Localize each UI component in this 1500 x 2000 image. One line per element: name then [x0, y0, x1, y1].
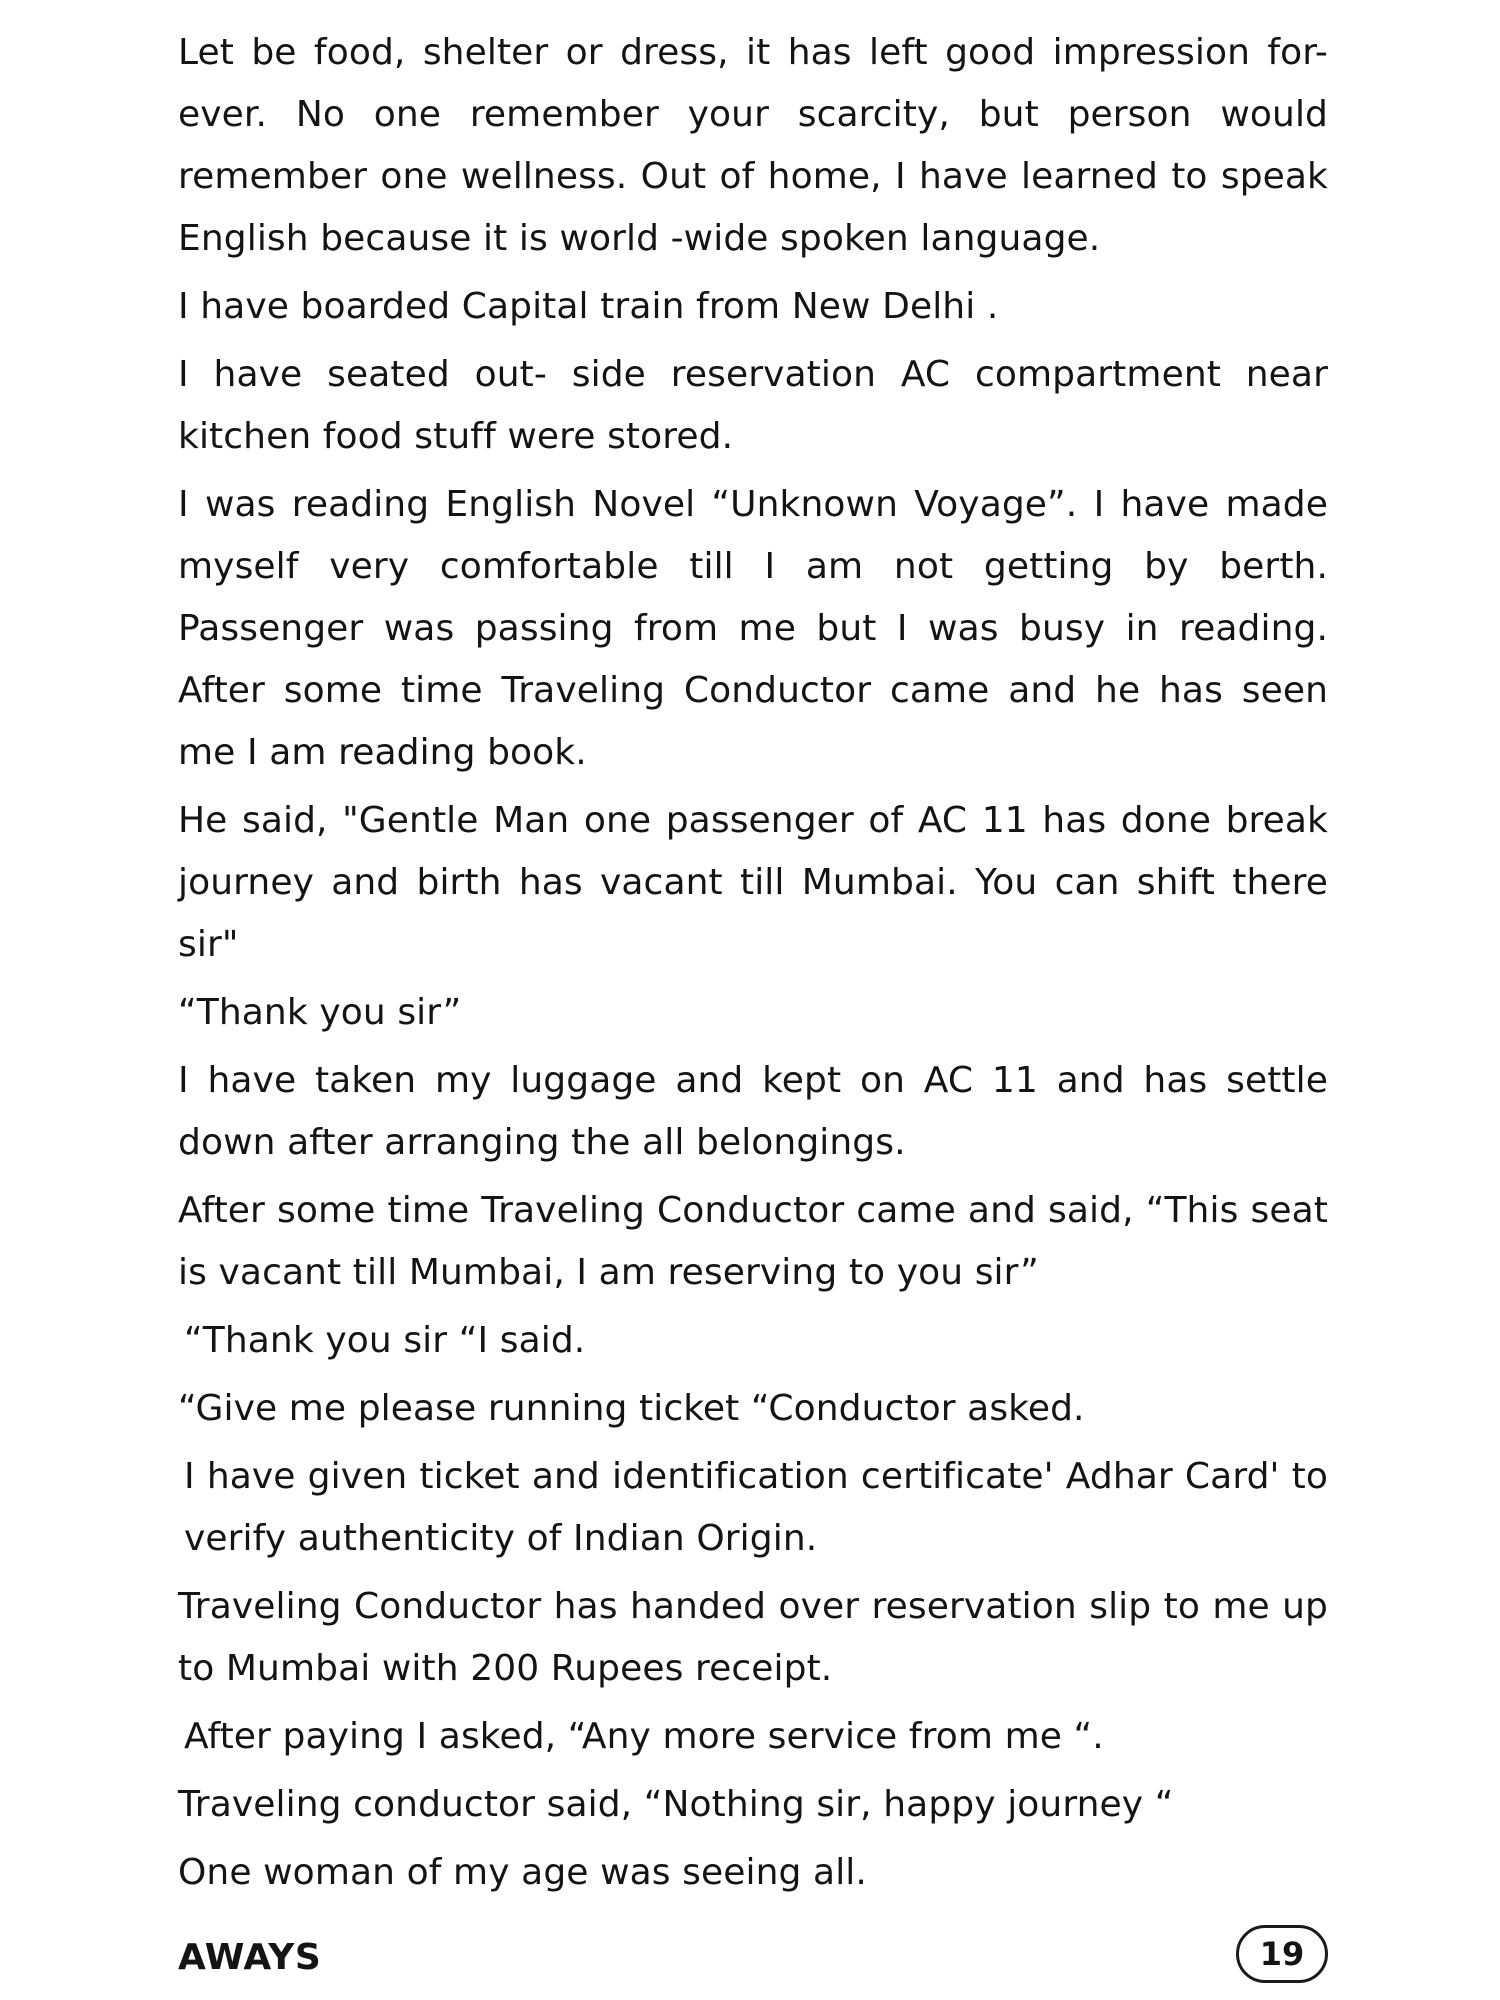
paragraph-11: I have given ticket and identification certificate' Adhar Card' to verify authenticity of Indian Origin.	[184, 1456, 1328, 1559]
paragraph-1: Let be food, shelter or dress, it has left good impression for- ever. No one remember your scarcity, but person would remember one wellness. Out of home, I have learned to speak English because it is world -wide spoken language.	[178, 32, 1328, 259]
paragraph-7: I have taken my luggage and kept on AC 11 and has settle down after arranging the all belongings.	[178, 1060, 1328, 1163]
paragraph-6: “Thank you sir”	[178, 992, 462, 1033]
paragraph-4: I was reading English Novel “Unknown Voyage”. I have made myself very comfortable till I am not getting by berth. Passenger was passing from me but I was busy in reading. After some time Traveling Conductor came and he has seen me I am reading book.	[178, 484, 1328, 773]
page-number: 19	[1236, 1925, 1328, 1983]
paragraph-2: I have boarded Capital train from New Delhi .	[178, 286, 999, 327]
book-title: AWAYS	[178, 1937, 322, 1978]
paragraph-5: He said, "Gentle Man one passenger of AC 11 has done break journey and birth has vacant till Mumbai. You can shift there sir"	[178, 800, 1328, 965]
paragraph-9: “Thank you sir “I said.	[184, 1320, 586, 1361]
paragraph-3: I have seated out- side reservation AC compartment near kitchen food stuff were stored.	[178, 354, 1328, 457]
page-footer	[178, 1925, 1328, 1995]
body-text	[178, 22, 1328, 1910]
paragraph-12: Traveling Conductor has handed over reservation slip to me up to Mumbai with 200 Rupees receipt.	[178, 1586, 1328, 1689]
paragraph-13: After paying I asked, “Any more service from me “.	[184, 1716, 1104, 1757]
paragraph-8: After some time Traveling Conductor came and said, “This seat is vacant till Mumbai, I am reserving to you sir”	[178, 1190, 1328, 1293]
paragraph-10: “Give me please running ticket “Conductor asked.	[178, 1388, 1085, 1429]
paragraph-14: Traveling conductor said, “Nothing sir, happy journey “	[178, 1784, 1174, 1825]
paragraph-15: One woman of my age was seeing all.	[178, 1852, 867, 1893]
